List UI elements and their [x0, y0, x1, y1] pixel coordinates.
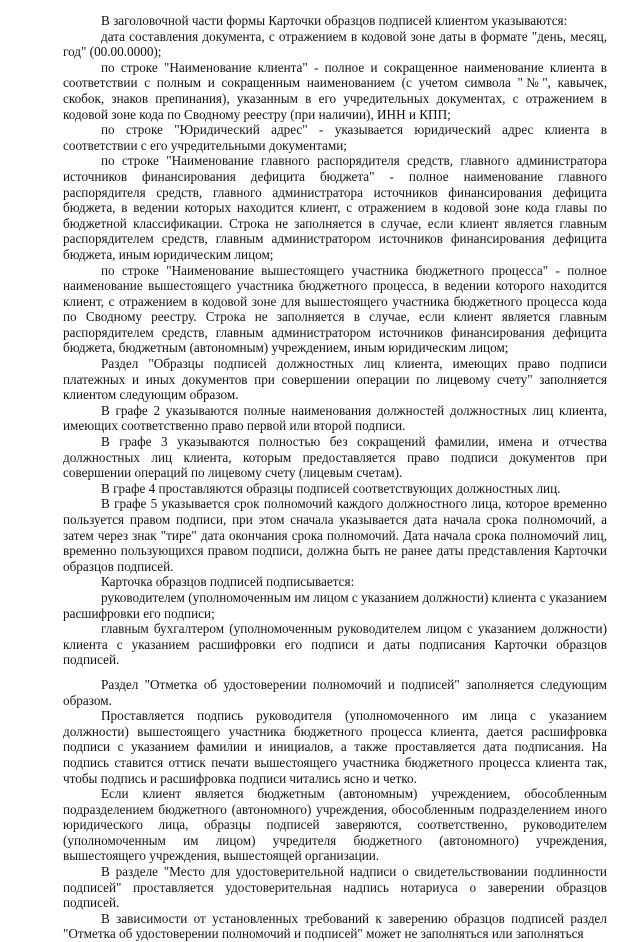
- paragraph-date: дата составления документа, с отражением в кодовой зоне даты в формате "день, месяц, год" (00.00.0000);: [63, 28, 607, 60]
- paragraph-column-4: В графе 4 проставляются образцы подписей соответствующих должностных лиц.: [101, 480, 561, 496]
- paragraph-header-intro: В заголовочной части формы Карточки образцов подписей клиентом указываются:: [101, 13, 568, 28]
- paragraph-budget-institution: Если клиент является бюджетным (автономным) учреждением, обособленным подразделением бюджетного (автономного) учреждения, обособленным подразделением иного юридического лица, образцы подписей заверяются, соответственно, руководителем (уполномоченным им лицом) учредителя бюджетного (автономного) учреждения, вышестоящего учреждения, вышестоящей организации.: [63, 786, 607, 864]
- paragraph-signature-section: Раздел "Образцы подписей должностных лиц клиента, имеющих право подписи платежных и иных документов при совершении операции по лицевому счету" заполняется клиентом следующим образом.: [63, 356, 607, 403]
- paragraph-certification-section: Раздел "Отметка об удостоверении полномочий и подписей" заполняется следующим образом.: [63, 676, 607, 708]
- paragraph-accountant-signature: главным бухгалтером (уполномоченным руководителем лицом с указанием должности) клиента с указанием расшифровки его подписи и даты подписания Карточки образцов подписей.: [63, 621, 607, 668]
- paragraph-column-3: В графе 3 указываются полностью без сокращений фамилии, имена и отчества должностных лиц клиента, которым предоставляется право подписи документов при совершении операций по лицевому счету (лицевым счетам).: [63, 434, 607, 481]
- paragraph-legal-address: по строке "Юридический адрес" - указывается юридический адрес клиента в соответствии с его учредительными документами;: [63, 122, 607, 153]
- paragraph-column-5: В графе 5 указывается срок полномочий каждого должностного лица, которое временно пользуется правом подписи, при этом сначала указывается дата начала срока полномочий, а затем через знак "тире" дата окончания срока полномочий. Дата начала срока полномочий лиц, временно пользующихся правом подписи, должна быть не ранее даты представления Карточки образцов подписей.: [63, 496, 607, 574]
- paragraph-requirements: В зависимости от установленных требований к заверению образцов подписей раздел "Отметка об удостоверении полномочий и подписей" может не заполняться или заполняться: [63, 910, 607, 942]
- paragraph-superior-signature: Проставляется подпись руководителя (уполномоченного им лица с указанием должности) вышестоящего участника бюджетного процесса клиента, дается расшифровка подписи с указанием фамилии и инициалов, а также проставляется дата подписания. На подпись ставится оттиск печати вышестоящего участника бюджетного процесса клиента так, чтобы подпись и расшифровка подписи читались ясно и четко.: [63, 708, 607, 786]
- paragraph-main-manager: по строке "Наименование главного распорядителя средств, главного администратора источников финансирования дефицита бюджета" - полное наименование главного распорядителя средств, главного администратора источников финансирования дефицита бюджета, в ведении которых находится клиент, с отражением в кодовой зоне кода главы по бюджетной классификации. Строка не заполняется в случае, если клиент является главным распорядителем средств, главным администратором источников финансирования дефицита бюджета, иным юридическим лицом;: [63, 153, 607, 262]
- paragraph-notary-section: В разделе "Место для удостоверительной надписи о свидетельствовании подлинности подписей" проставляется удостоверительная надпись нотариуса о заверении образцов подписей.: [63, 864, 607, 911]
- paragraph-superior-participant: по строке "Наименование вышестоящего участника бюджетного процесса" - полное наименование вышестоящего участника бюджетного процесса, в ведении которого находится клиент, с отражением в кодовой зоне для вышестоящего участника бюджетного процесса кода по Сводному реестру. Строка не заполняется в случае, если клиент является главным распорядителем средств, главным администратором источников финансирования дефицита бюджета, бюджетным (автономным) учреждением, иным юридическим лицом;: [63, 262, 607, 356]
- paragraph-column-2: В графе 2 указываются полные наименования должностей должностных лиц клиента, имеющих соответственно право первой или второй подписи.: [63, 402, 607, 434]
- paragraph-card-signed-by: Карточка образцов подписей подписывается:: [101, 574, 355, 590]
- paragraph-head-signature: руководителем (уполномоченным им лицом с указанием должности) клиента с указанием расшифровки его подписи;: [63, 589, 607, 621]
- paragraph-client-name: по строке "Наименование клиента" - полное и сокращенное наименование клиента в соответствии с полным и сокращенным наименованием (с учетом символа "№", кавычек, скобок, знаков препинания), указанным в его учредительных документах, с отражением в кодовой зоне кода по Сводному реестру (при наличии), ИНН и КПП;: [63, 59, 607, 122]
